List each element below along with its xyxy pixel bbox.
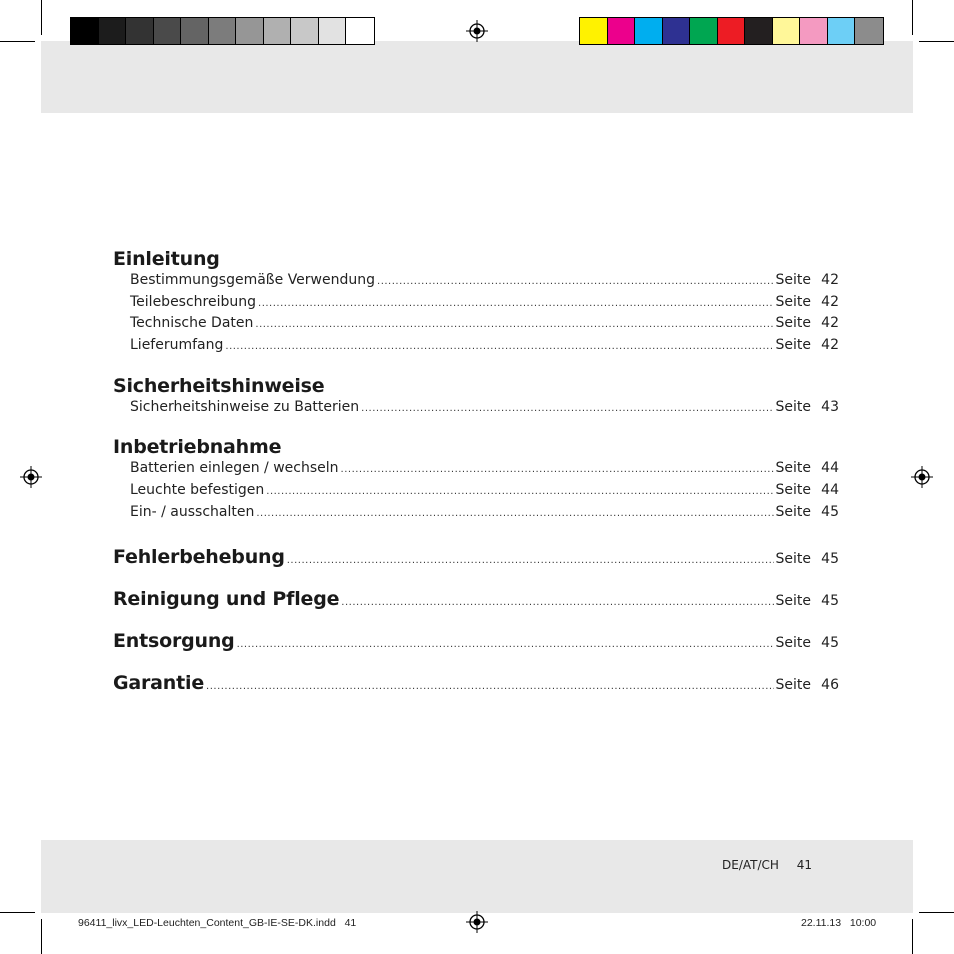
color-swatch — [346, 18, 374, 44]
page-word: Seite — [775, 460, 811, 477]
section-title: Einleitung — [113, 248, 220, 270]
registration-mark-icon — [911, 466, 933, 488]
dot-leader — [225, 335, 773, 358]
page-reference — [776, 635, 840, 651]
page-num: 46 — [821, 676, 839, 693]
dot-leader — [258, 292, 773, 315]
toc-section — [113, 672, 839, 694]
page-word: Seite — [775, 550, 811, 567]
dot-leader — [266, 480, 773, 503]
page-num: 45 — [821, 634, 839, 651]
toc-entry[interactable] — [113, 313, 839, 335]
toc-section — [113, 436, 839, 523]
toc-section — [113, 546, 839, 568]
entry-label: Batterien einlegen / wechseln — [130, 460, 339, 477]
registration-mark-icon — [20, 466, 42, 488]
page-reference — [776, 270, 840, 292]
entry-label: Lieferumfang — [130, 337, 224, 354]
page-reference — [776, 397, 840, 419]
entry-label: Ein- / ausschalten — [130, 503, 255, 520]
page-num: 43 — [821, 398, 839, 415]
page-num: 42 — [821, 315, 839, 332]
page-reference — [776, 292, 840, 314]
grayscale-swatch-bar — [70, 17, 375, 45]
entry-label: Sicherheitshinweise zu Batterien — [130, 398, 360, 415]
color-swatch — [828, 18, 856, 44]
color-swatch — [663, 18, 691, 44]
color-swatch — [855, 18, 883, 44]
section-title: Garantie — [113, 671, 205, 694]
color-swatch — [154, 18, 182, 44]
color-swatch — [635, 18, 663, 44]
page-num: 42 — [821, 293, 839, 310]
toc-section — [113, 588, 839, 610]
page-reference — [776, 502, 840, 524]
page-num: 45 — [821, 592, 839, 609]
color-swatch-bar — [579, 17, 884, 45]
dot-leader — [287, 548, 774, 567]
dot-leader — [206, 674, 773, 693]
page-word: Seite — [775, 337, 811, 354]
page-word: Seite — [775, 634, 811, 651]
slug-time: 10:00 — [849, 917, 877, 929]
page-num: 42 — [821, 272, 839, 288]
entry-label: Teilebeschreibung — [130, 293, 257, 310]
slug-filename: 96411_livx_LED-Leuchten_Content_GB-IE-SE-DK.indd — [78, 917, 336, 929]
table-of-contents — [113, 248, 839, 694]
dot-leader — [256, 502, 773, 525]
color-swatch — [264, 18, 292, 44]
page-num: 42 — [821, 337, 839, 354]
color-swatch — [608, 18, 636, 44]
page-word: Seite — [775, 398, 811, 415]
color-swatch — [745, 18, 773, 44]
color-swatch — [236, 18, 264, 44]
toc-entry[interactable] — [113, 502, 839, 524]
dot-leader — [377, 270, 773, 293]
toc-entry[interactable] — [113, 292, 839, 314]
crop-mark — [912, 919, 913, 954]
section-title: Sicherheitshinweise — [113, 374, 325, 397]
toc-entry[interactable] — [113, 270, 839, 292]
toc-section-heading[interactable] — [113, 248, 839, 270]
toc-entry[interactable] — [113, 335, 839, 357]
color-swatch — [580, 18, 608, 44]
dot-leader — [237, 632, 774, 651]
crop-mark — [912, 0, 913, 35]
dot-leader — [255, 313, 773, 336]
page-word: Seite — [775, 503, 811, 520]
crop-mark — [41, 919, 42, 954]
page-reference — [776, 458, 840, 480]
toc-section-heading[interactable] — [113, 630, 839, 652]
entry-label: Leuchte befestigen — [130, 482, 265, 499]
section-title: Entsorgung — [113, 629, 235, 652]
top-gray-band — [41, 41, 913, 113]
color-swatch — [773, 18, 801, 44]
registration-mark-icon — [466, 911, 488, 933]
page-word: Seite — [775, 676, 811, 693]
color-swatch — [291, 18, 319, 44]
dot-leader — [361, 397, 773, 420]
toc-entry[interactable] — [113, 480, 839, 502]
section-title: Fehlerbehebung — [113, 545, 285, 568]
crop-mark — [0, 41, 35, 42]
toc-entry[interactable] — [113, 397, 839, 419]
section-title: Inbetriebnahme — [113, 436, 282, 459]
page-num: 45 — [821, 503, 839, 520]
crop-mark — [0, 912, 35, 913]
toc-section — [113, 248, 839, 357]
toc-section-heading[interactable] — [113, 672, 839, 694]
page-word: Seite — [775, 592, 811, 609]
color-swatch — [181, 18, 209, 44]
crop-mark — [919, 41, 954, 42]
entry-label: Bestimmungsgemäße Verwendung — [130, 272, 376, 288]
bottom-gray-band — [41, 840, 913, 913]
color-swatch — [126, 18, 154, 44]
dot-leader — [341, 590, 773, 609]
crop-mark — [919, 912, 954, 913]
page-reference — [776, 313, 840, 335]
page-num: 44 — [821, 482, 839, 499]
region-label: DE/AT/CH — [722, 858, 779, 872]
page-reference — [776, 335, 840, 357]
page-word: Seite — [775, 315, 811, 332]
slug-date: 22.11.13 — [801, 917, 842, 929]
color-swatch — [99, 18, 127, 44]
page-num: 45 — [821, 550, 839, 567]
color-swatch — [690, 18, 718, 44]
toc-section-heading[interactable] — [113, 546, 839, 568]
page-reference — [776, 480, 840, 502]
page-reference — [776, 677, 840, 693]
color-swatch — [209, 18, 237, 44]
toc-section-heading[interactable] — [113, 436, 839, 458]
color-swatch — [319, 18, 347, 44]
page-word: Seite — [775, 482, 811, 499]
crop-mark — [41, 0, 42, 35]
slug-page: 41 — [344, 917, 357, 929]
page-word: Seite — [775, 293, 811, 310]
color-swatch — [800, 18, 828, 44]
toc-section — [113, 375, 839, 419]
section-title: Reinigung und Pflege — [113, 587, 340, 610]
dot-leader — [341, 458, 774, 481]
toc-section-heading[interactable] — [113, 588, 839, 610]
page-word: Seite — [775, 272, 811, 288]
toc-section-heading[interactable] — [113, 375, 839, 397]
page-reference — [776, 551, 840, 567]
page-reference — [776, 593, 840, 609]
slug-file-info — [78, 917, 356, 929]
toc-entry[interactable] — [113, 458, 839, 480]
toc-section — [113, 630, 839, 652]
color-swatch — [718, 18, 746, 44]
page-footer — [722, 858, 826, 872]
color-swatch — [71, 18, 99, 44]
page-num: 44 — [821, 460, 839, 477]
slug-timestamp — [801, 917, 876, 929]
registration-mark-icon — [466, 20, 488, 42]
page-number: 41 — [796, 858, 813, 872]
entry-label: Technische Daten — [130, 315, 254, 332]
